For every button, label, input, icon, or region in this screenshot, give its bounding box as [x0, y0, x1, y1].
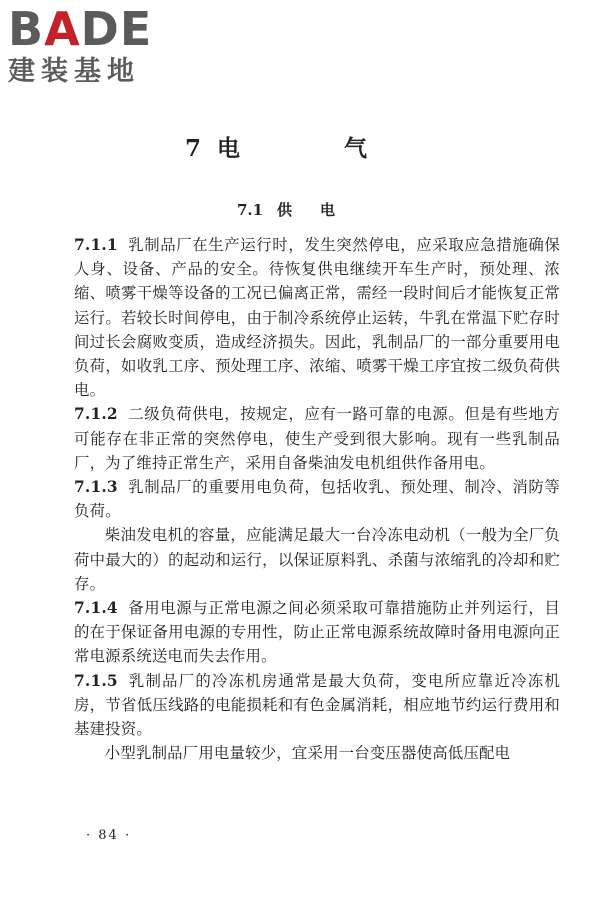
logo-wordmark: BADE [8, 2, 153, 56]
clause-number: 7.1.4 [74, 599, 118, 618]
paragraph-text: 小型乳制品厂用电量较少，宜采用一台变压器使高低压配电 [104, 744, 511, 763]
chapter-title [0, 130, 600, 163]
paragraph [74, 596, 560, 669]
logo-subtitle: 建装基地 [8, 56, 140, 87]
section-number: 7.1 [236, 201, 264, 219]
paragraph [74, 523, 560, 596]
paragraph-text: 备用电源与正常电源之间必须采取可靠措施防止并列运行，目的在于保证备用电源的专用性，防止正常电源系统故障时备用电源向正常电源系统送电而失去作用。 [74, 599, 560, 666]
clause-number: 7.1.5 [74, 671, 118, 690]
chapter-number: 7 [184, 135, 203, 162]
clause-number: 7.1.1 [74, 236, 118, 254]
paragraph-text: 二级负荷供电，按规定，应有一路可靠的电源。但是有些地方可能存在非正常的突然停电，使生产受到很大影响。现有一些乳制品厂，为了维持正常生产，采用自备柴油发电机组供作备用电。 [74, 405, 560, 472]
clause-number: 7.1.3 [74, 478, 118, 497]
paragraph [74, 475, 560, 523]
paragraph [74, 741, 560, 765]
body-text [74, 233, 560, 765]
paragraph-text: 乳制品厂的冷冻机房通常是最大负荷，变电所应靠近冷冻机房，节省低压线路的电能损耗和有色金属消耗，相应地节约运行费用和基建投资。 [74, 671, 560, 739]
section-name: 供电 [277, 201, 364, 219]
paragraph [74, 233, 560, 402]
paragraph-text: 柴油发电机的容量，应能满足最大一台冷冻电动机（一般为全厂负荷中最大的）的起动和运行，以保证原料乳、杀菌与浓缩乳的冷却和贮存。 [74, 526, 560, 593]
section-title [0, 199, 600, 220]
clause-number: 7.1.2 [74, 405, 118, 424]
logo [8, 4, 178, 88]
paragraph-text: 乳制品厂的重要用电负荷，包括收乳、预处理、制冷、消防等负荷。 [74, 478, 560, 521]
page-number: · 84 · [86, 828, 132, 843]
paragraph-text: 乳制品厂在生产运行时，发生突然停电，应采取应急措施确保人身、设备、产品的安全。待恢复供电继续开车生产时，预处理、浓缩、喷雾干燥等设备的工况已偏离正常，需经一段时间后才能恢复正常运行。若较长时间停电，由于制冷系统停止运转，牛乳在常温下贮存时间过长会腐败变质，造成经济损失。因此，乳制品厂的一部分重要用电负荷，如收乳工序、预处理工序、浓缩、喷雾干燥工序宜按二级负荷供电。 [74, 236, 560, 400]
paragraph [74, 402, 560, 475]
chapter-name: 电 气 [217, 135, 416, 162]
paragraph [74, 669, 560, 742]
